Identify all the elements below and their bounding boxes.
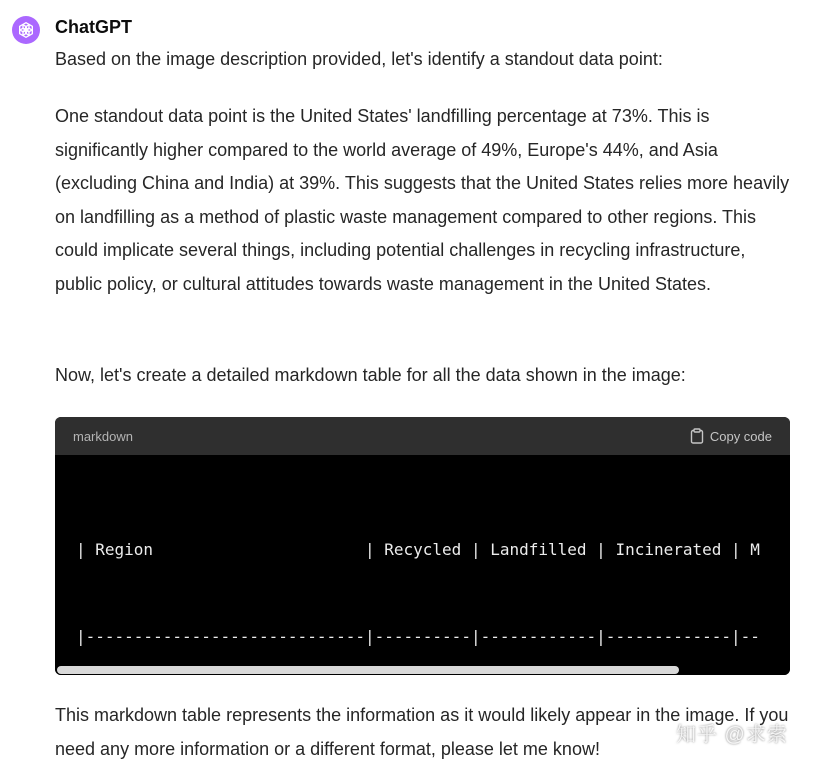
paragraph-analysis: One standout data point is the United States' landfilling percentage at 73%. This is significantly higher compared to the world average of 49%, Europe's 44%, and Asia (excluding China and India) at 39%. This suggests that the United States relies more heavily on landfilling as a method of plastic waste management compared to other regions. This could implicate several things, including potential challenges in recycling infrastructure, public policy, or cultural attitudes towards waste management in the United States. — [55, 106, 790, 294]
paragraph-closing: This markdown table represents the information as it would likely appear in the image. If you need any more information or a different format, please let me know! — [55, 705, 789, 759]
code-line: |-----------------------------|----------|------------|-------------|-- — [76, 627, 760, 646]
author-name: ChatGPT — [55, 17, 133, 37]
scrollbar-thumb[interactable] — [57, 666, 679, 674]
horizontal-scrollbar[interactable] — [55, 665, 790, 675]
code-block-header — [55, 417, 790, 455]
clipboard-icon — [690, 428, 704, 444]
openai-logo-icon — [12, 16, 40, 44]
copy-code-label: Copy code — [709, 428, 772, 444]
code-content — [76, 477, 760, 675]
code-line: | Region | Recycled | Landfilled | Incinerated | M — [76, 540, 760, 559]
code-block — [55, 417, 790, 675]
code-language-label: markdown — [73, 428, 133, 444]
copy-code-button[interactable] — [690, 428, 772, 444]
paragraph-intro: Based on the image description provided, let's identify a standout data point: — [55, 49, 663, 69]
watermark: 知乎 @求索 — [676, 724, 788, 746]
paragraph-table-lead: Now, let's create a detailed markdown table for all the data shown in the image: — [55, 365, 686, 385]
